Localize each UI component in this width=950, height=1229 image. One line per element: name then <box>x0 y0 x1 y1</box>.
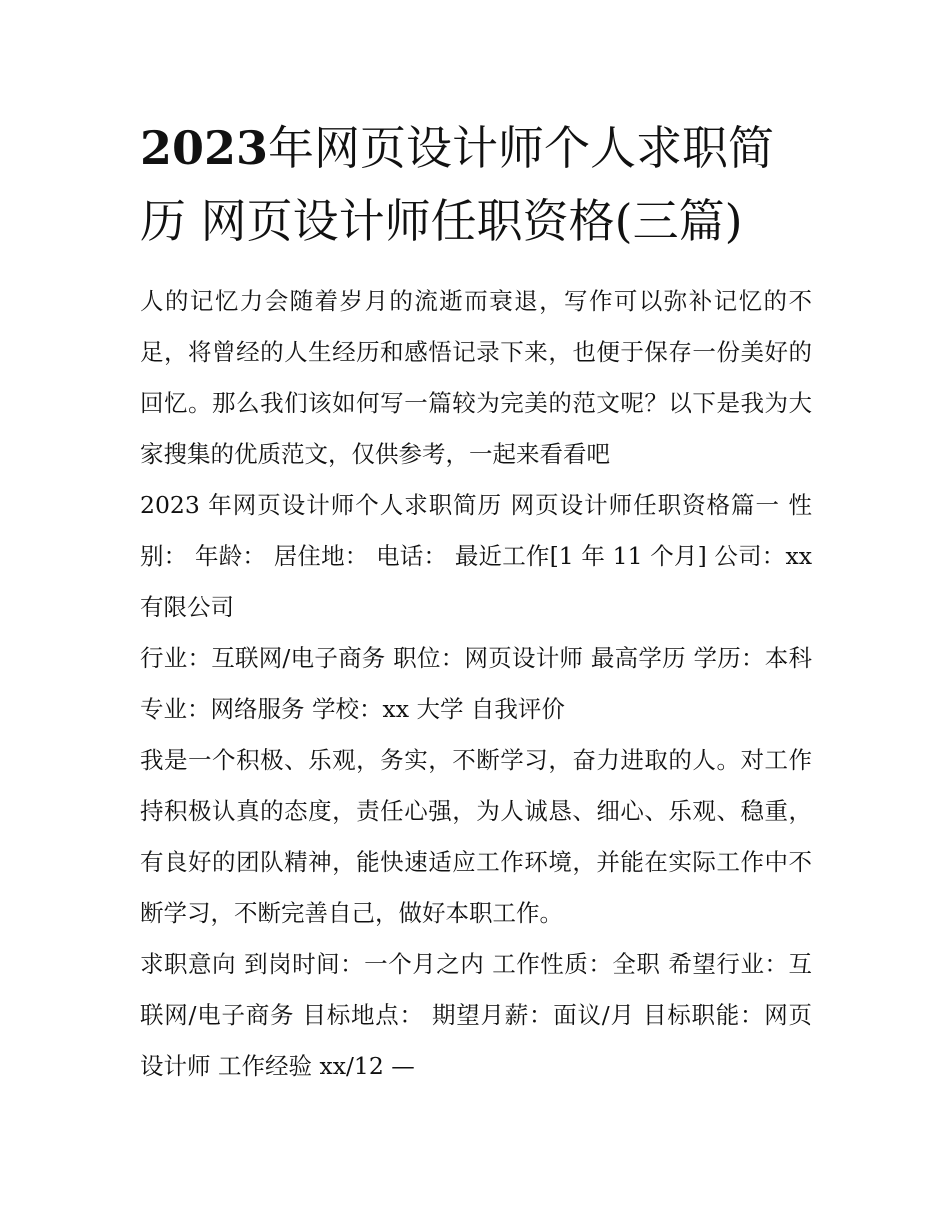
title-text: 年网页设计师个人求职简历 网页设计师任职资格(三篇) <box>140 121 775 248</box>
job-intention-paragraph: 求职意向 到岗时间：一个月之内 工作性质：全职 希望行业：互联网/电子商务 目标地点： 期望月薪：面议/月 目标职能：网页设计师 工作经验 xx/12 — <box>140 950 812 1080</box>
resume-education-paragraph: 行业：互联网/电子商务 职位：网页设计师 最高学历 学历：本科 专业：网络服务 学校：xx 大学 自我评价 <box>140 644 812 723</box>
intro-paragraph: 人的记忆力会随着岁月的流逝而衰退，写作可以弥补记忆的不足，将曾经的人生经历和感悟记录下来，也便于保存一份美好的回忆。那么我们该如何写一篇较为完美的范文呢？以下是我为大家搜集的优质范文，仅供参考，一起来看看吧 <box>140 287 812 468</box>
document-title <box>140 112 820 258</box>
title-year: 2023 <box>140 121 269 175</box>
document-body <box>140 276 812 1092</box>
resume-basic-info-paragraph: 2023 年网页设计师个人求职简历 网页设计师任职资格篇一 性别： 年龄： 居住地： 电话： 最近工作[1 年 11 个月] 公司：xx 有限公司 <box>140 491 812 621</box>
self-evaluation-paragraph: 我是一个积极、乐观，务实，不断学习，奋力进取的人。对工作持积极认真的态度，责任心强，为人诚恳、细心、乐观、稳重，有良好的团队精神，能快速适应工作环境，并能在实际工作中不断学习，不断完善自己，做好本职工作。 <box>140 746 812 927</box>
